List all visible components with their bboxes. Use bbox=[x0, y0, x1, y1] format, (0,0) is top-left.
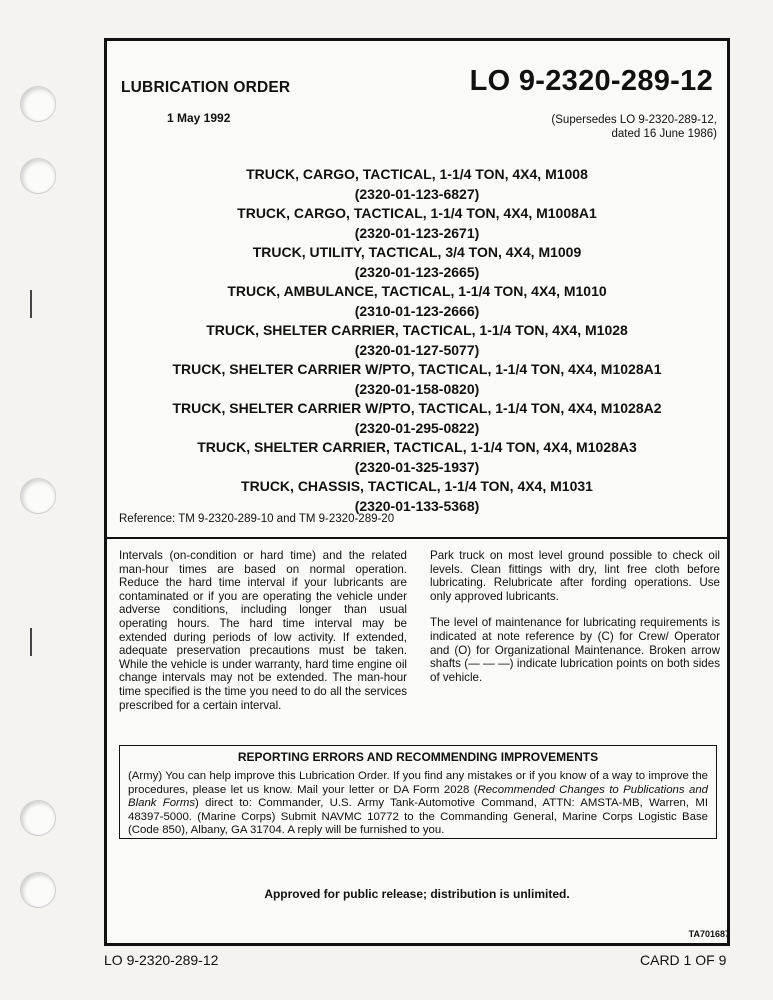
binder-hole bbox=[20, 800, 56, 836]
vehicle-nsn: (2320-01-295-0822) bbox=[354, 419, 480, 436]
vehicle-nsn: (2320-01-123-2665) bbox=[354, 263, 480, 280]
binder-hole bbox=[20, 86, 56, 122]
document-frame bbox=[104, 38, 730, 946]
vehicle-nsn: (2320-01-133-5368) bbox=[354, 497, 480, 514]
divider bbox=[107, 537, 727, 539]
vehicle-nsn: (2320-01-158-0820) bbox=[354, 380, 480, 397]
footer-lo-number: LO 9-2320-289-12 bbox=[104, 952, 219, 968]
vehicle-title: TRUCK, SHELTER CARRIER, TACTICAL, 1-1/4 TON, 4X4, M1028A3 bbox=[197, 439, 637, 455]
vehicle-title: TRUCK, CARGO, TACTICAL, 1-1/4 TON, 4X4, M1008A1 bbox=[237, 205, 597, 221]
intervals-column bbox=[119, 549, 407, 725]
binder-hole bbox=[20, 158, 56, 194]
vehicle-title: TRUCK, UTILITY, TACTICAL, 3/4 TON, 4X4, M1009 bbox=[252, 244, 582, 260]
vehicle-title-list bbox=[107, 165, 727, 516]
vehicle-title: TRUCK, SHELTER CARRIER W/PTO, TACTICAL, 1-1/4 TON, 4X4, M1028A2 bbox=[172, 400, 662, 416]
intervals-paragraph: Intervals (on-condition or hard time) and the related man-hour times are based on normal operation. Reduce the hard time interval if your lubricants are contaminated or if you are operating the vehicle under adverse conditions, including longer than usual operating hours. The hard time interval may be extended during periods of low activity. If extended, adequate preservation precautions must be taken. While the vehicle is under warranty, hard time engine oil change intervals may not be extended. The man-hour time specified is the time you need to do all the services prescribed for a certain interval. bbox=[119, 549, 407, 712]
reporting-errors-box bbox=[119, 745, 717, 839]
vehicle-nsn: (2310-01-123-2666) bbox=[354, 302, 480, 319]
issue-date: 1 May 1992 bbox=[167, 111, 231, 125]
binder-hole bbox=[20, 478, 56, 514]
vehicle-nsn: (2320-01-127-5077) bbox=[354, 341, 480, 358]
vehicle-nsn: (2320-01-123-2671) bbox=[354, 224, 480, 241]
supersedes-note: (Supersedes LO 9-2320-289-12, dated 16 June 1986) bbox=[551, 114, 717, 140]
margin-mark bbox=[30, 628, 32, 656]
vehicle-title: TRUCK, CARGO, TACTICAL, 1-1/4 TON, 4X4, M1008 bbox=[246, 166, 588, 182]
figure-id: TA701687 bbox=[688, 929, 730, 939]
reference-line: Reference: TM 9-2320-289-10 and TM 9-2320-289-20 bbox=[119, 513, 395, 525]
vehicle-title: TRUCK, AMBULANCE, TACTICAL, 1-1/4 TON, 4X4, M1010 bbox=[227, 283, 607, 299]
vehicle-title: TRUCK, CHASSIS, TACTICAL, 1-1/4 TON, 4X4, M1031 bbox=[241, 478, 593, 494]
vehicle-title: TRUCK, SHELTER CARRIER W/PTO, TACTICAL, 1-1/4 TON, 4X4, M1028A1 bbox=[172, 361, 662, 377]
binder-hole bbox=[20, 872, 56, 908]
park-paragraph: Park truck on most level ground possible to check oil levels. Clean fittings with dry, lint free cloth before lubricating. Relubricate after fording operations. Use only approved lubricants. bbox=[430, 549, 720, 603]
report-title: REPORTING ERRORS AND RECOMMENDING IMPROVEMENTS bbox=[237, 750, 599, 764]
maintenance-level-paragraph: The level of maintenance for lubricating requirements is indicated at note reference by (C) for Crew/ Operator and (O) for Organizational Maintenance. Broken arrow shafts (— — —) indicate lubrication points on both sides of vehicle. bbox=[430, 616, 720, 684]
vehicle-title: TRUCK, SHELTER CARRIER, TACTICAL, 1-1/4 TON, 4X4, M1028 bbox=[206, 322, 628, 338]
margin-mark bbox=[30, 290, 32, 318]
footer-card-number: CARD 1 OF 9 bbox=[640, 952, 727, 968]
vehicle-nsn: (2320-01-123-6827) bbox=[354, 185, 480, 202]
instructions-column bbox=[430, 549, 720, 697]
document-type: LUBRICATION ORDER bbox=[121, 79, 291, 96]
report-body: (Army) You can help improve this Lubrication Order. If you find any mistakes or if you know of a way to improve the procedures, please let us know. Mail your letter or DA Form 2028 (Recommended Changes to Publications and Blank Forms) direct to: Commander, U.S. Army Tank-Automotive Command, ATTN: AMSTA-MB, Warren, MI 48397-5000. (Marine Corps) Submit NAVMC 10772 to the Commanding General, Marine Corps Logistic Base (Code 850), Albany, GA 31704. A reply will be furnished to you. bbox=[128, 770, 708, 837]
lo-number: LO 9-2320-289-12 bbox=[469, 65, 713, 97]
vehicle-nsn: (2320-01-325-1937) bbox=[354, 458, 480, 475]
distribution-statement: Approved for public release; distribution is unlimited. bbox=[264, 887, 570, 901]
